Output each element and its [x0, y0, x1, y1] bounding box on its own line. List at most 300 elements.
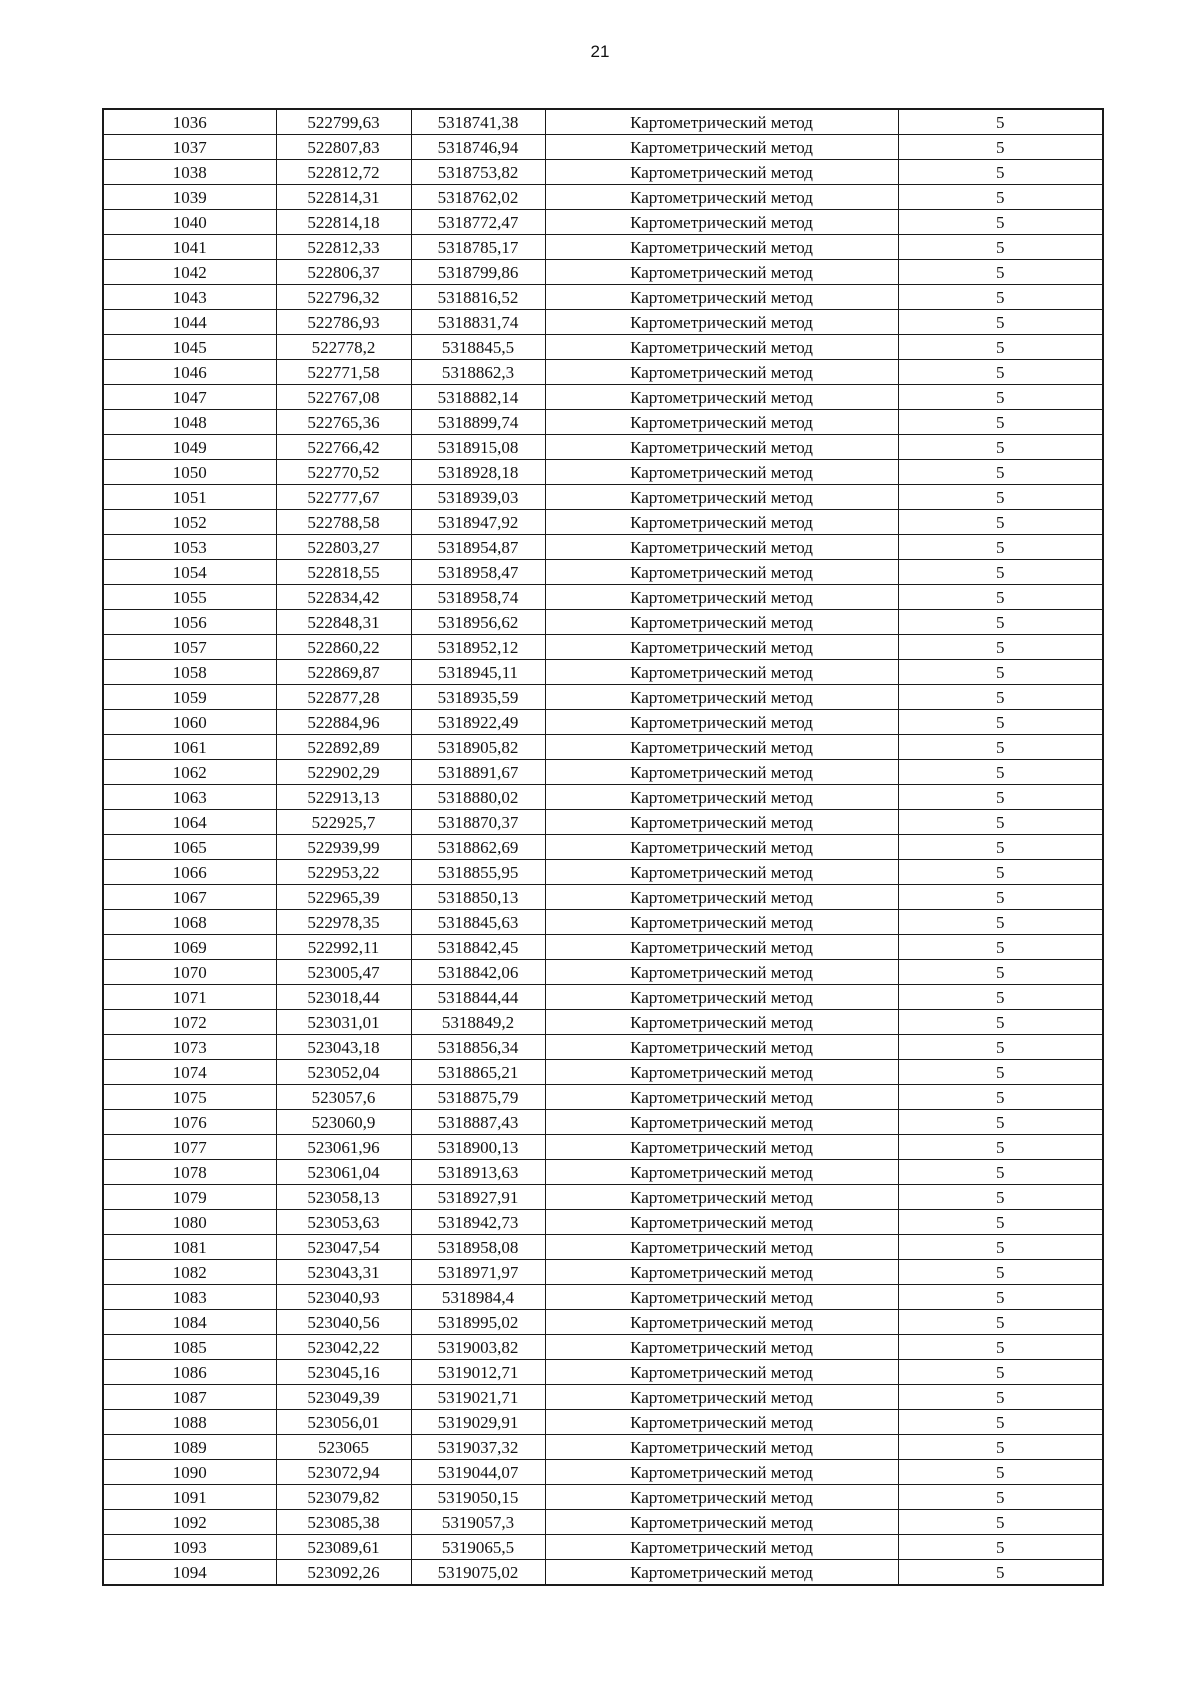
method-cell: Картометрический метод: [545, 860, 898, 885]
method-cell: Картометрический метод: [545, 1360, 898, 1385]
x-coordinate-cell: 522799,63: [276, 109, 411, 135]
method-cell: Картометрический метод: [545, 460, 898, 485]
method-cell: Картометрический метод: [545, 1335, 898, 1360]
x-coordinate-cell: 522913,13: [276, 785, 411, 810]
accuracy-cell: 5: [898, 1385, 1103, 1410]
point-number-cell: 1062: [103, 760, 276, 785]
coordinates-table: [102, 108, 1104, 1586]
y-coordinate-cell: 5318958,47: [411, 560, 545, 585]
table-row: [103, 1335, 1103, 1360]
point-number-cell: 1076: [103, 1110, 276, 1135]
method-cell: Картометрический метод: [545, 935, 898, 960]
point-number-cell: 1058: [103, 660, 276, 685]
y-coordinate-cell: 5318927,91: [411, 1185, 545, 1210]
point-number-cell: 1040: [103, 210, 276, 235]
method-cell: Картометрический метод: [545, 1085, 898, 1110]
y-coordinate-cell: 5318849,2: [411, 1010, 545, 1035]
x-coordinate-cell: 522884,96: [276, 710, 411, 735]
point-number-cell: 1065: [103, 835, 276, 860]
y-coordinate-cell: 5318915,08: [411, 435, 545, 460]
method-cell: Картометрический метод: [545, 1010, 898, 1035]
method-cell: Картометрический метод: [545, 1260, 898, 1285]
point-number-cell: 1064: [103, 810, 276, 835]
table-row: [103, 910, 1103, 935]
point-number-cell: 1039: [103, 185, 276, 210]
method-cell: Картометрический метод: [545, 210, 898, 235]
table-row: [103, 585, 1103, 610]
accuracy-cell: 5: [898, 135, 1103, 160]
point-number-cell: 1061: [103, 735, 276, 760]
point-number-cell: 1036: [103, 109, 276, 135]
method-cell: Картометрический метод: [545, 785, 898, 810]
y-coordinate-cell: 5318856,34: [411, 1035, 545, 1060]
x-coordinate-cell: 522834,42: [276, 585, 411, 610]
method-cell: Картометрический метод: [545, 760, 898, 785]
accuracy-cell: 5: [898, 1235, 1103, 1260]
point-number-cell: 1059: [103, 685, 276, 710]
x-coordinate-cell: 522777,67: [276, 485, 411, 510]
point-number-cell: 1072: [103, 1010, 276, 1035]
accuracy-cell: 5: [898, 335, 1103, 360]
point-number-cell: 1089: [103, 1435, 276, 1460]
point-number-cell: 1054: [103, 560, 276, 585]
method-cell: Картометрический метод: [545, 435, 898, 460]
x-coordinate-cell: 522803,27: [276, 535, 411, 560]
point-number-cell: 1069: [103, 935, 276, 960]
method-cell: Картометрический метод: [545, 1560, 898, 1586]
y-coordinate-cell: 5318845,63: [411, 910, 545, 935]
point-number-cell: 1051: [103, 485, 276, 510]
x-coordinate-cell: 522806,37: [276, 260, 411, 285]
point-number-cell: 1070: [103, 960, 276, 985]
method-cell: Картометрический метод: [545, 1035, 898, 1060]
x-coordinate-cell: 522814,31: [276, 185, 411, 210]
x-coordinate-cell: 523018,44: [276, 985, 411, 1010]
x-coordinate-cell: 522818,55: [276, 560, 411, 585]
x-coordinate-cell: 523056,01: [276, 1410, 411, 1435]
accuracy-cell: 5: [898, 710, 1103, 735]
table-row: [103, 360, 1103, 385]
x-coordinate-cell: 523040,93: [276, 1285, 411, 1310]
method-cell: Картометрический метод: [545, 335, 898, 360]
method-cell: Картометрический метод: [545, 485, 898, 510]
method-cell: Картометрический метод: [545, 260, 898, 285]
x-coordinate-cell: 522939,99: [276, 835, 411, 860]
method-cell: Картометрический метод: [545, 1210, 898, 1235]
table-row: [103, 560, 1103, 585]
point-number-cell: 1082: [103, 1260, 276, 1285]
method-cell: Картометрический метод: [545, 109, 898, 135]
x-coordinate-cell: 522796,32: [276, 285, 411, 310]
table-row: [103, 109, 1103, 135]
method-cell: Картометрический метод: [545, 1135, 898, 1160]
accuracy-cell: 5: [898, 1410, 1103, 1435]
accuracy-cell: 5: [898, 109, 1103, 135]
accuracy-cell: 5: [898, 1085, 1103, 1110]
table-row: [103, 610, 1103, 635]
table-row: [103, 1385, 1103, 1410]
accuracy-cell: 5: [898, 1335, 1103, 1360]
x-coordinate-cell: 522892,89: [276, 735, 411, 760]
x-coordinate-cell: 522925,7: [276, 810, 411, 835]
table-row: [103, 510, 1103, 535]
accuracy-cell: 5: [898, 160, 1103, 185]
method-cell: Картометрический метод: [545, 1160, 898, 1185]
table-row: [103, 1410, 1103, 1435]
x-coordinate-cell: 523065: [276, 1435, 411, 1460]
accuracy-cell: 5: [898, 1210, 1103, 1235]
x-coordinate-cell: 522869,87: [276, 660, 411, 685]
accuracy-cell: 5: [898, 385, 1103, 410]
method-cell: Картометрический метод: [545, 1460, 898, 1485]
point-number-cell: 1078: [103, 1160, 276, 1185]
method-cell: Картометрический метод: [545, 1485, 898, 1510]
y-coordinate-cell: 5318984,4: [411, 1285, 545, 1310]
x-coordinate-cell: 522877,28: [276, 685, 411, 710]
table-row: [103, 210, 1103, 235]
table-row: [103, 1285, 1103, 1310]
accuracy-cell: 5: [898, 760, 1103, 785]
x-coordinate-cell: 523049,39: [276, 1385, 411, 1410]
point-number-cell: 1043: [103, 285, 276, 310]
table-row: [103, 835, 1103, 860]
point-number-cell: 1088: [103, 1410, 276, 1435]
table-row: [103, 385, 1103, 410]
y-coordinate-cell: 5318947,92: [411, 510, 545, 535]
table-row: [103, 1110, 1103, 1135]
point-number-cell: 1049: [103, 435, 276, 460]
y-coordinate-cell: 5319003,82: [411, 1335, 545, 1360]
method-cell: Картометрический метод: [545, 810, 898, 835]
accuracy-cell: 5: [898, 610, 1103, 635]
table-row: [103, 535, 1103, 560]
table-row: [103, 160, 1103, 185]
table-row: [103, 1210, 1103, 1235]
table-row: [103, 1260, 1103, 1285]
point-number-cell: 1083: [103, 1285, 276, 1310]
y-coordinate-cell: 5318753,82: [411, 160, 545, 185]
y-coordinate-cell: 5318842,45: [411, 935, 545, 960]
table-row: [103, 335, 1103, 360]
table-row: [103, 485, 1103, 510]
accuracy-cell: 5: [898, 1460, 1103, 1485]
point-number-cell: 1038: [103, 160, 276, 185]
x-coordinate-cell: 523042,22: [276, 1335, 411, 1360]
point-number-cell: 1056: [103, 610, 276, 635]
method-cell: Картометрический метод: [545, 1435, 898, 1460]
method-cell: Картометрический метод: [545, 1410, 898, 1435]
y-coordinate-cell: 5318952,12: [411, 635, 545, 660]
point-number-cell: 1044: [103, 310, 276, 335]
point-number-cell: 1084: [103, 1310, 276, 1335]
point-number-cell: 1087: [103, 1385, 276, 1410]
y-coordinate-cell: 5318772,47: [411, 210, 545, 235]
method-cell: Картометрический метод: [545, 510, 898, 535]
table-row: [103, 310, 1103, 335]
method-cell: Картометрический метод: [545, 710, 898, 735]
method-cell: Картометрический метод: [545, 385, 898, 410]
y-coordinate-cell: 5318935,59: [411, 685, 545, 710]
method-cell: Картометрический метод: [545, 1535, 898, 1560]
x-coordinate-cell: 522807,83: [276, 135, 411, 160]
method-cell: Картометрический метод: [545, 185, 898, 210]
method-cell: Картометрический метод: [545, 410, 898, 435]
y-coordinate-cell: 5318942,73: [411, 1210, 545, 1235]
method-cell: Картометрический метод: [545, 1385, 898, 1410]
table-row: [103, 235, 1103, 260]
y-coordinate-cell: 5318887,43: [411, 1110, 545, 1135]
accuracy-cell: 5: [898, 1010, 1103, 1035]
table-row: [103, 1310, 1103, 1335]
y-coordinate-cell: 5318995,02: [411, 1310, 545, 1335]
y-coordinate-cell: 5318880,02: [411, 785, 545, 810]
x-coordinate-cell: 523045,16: [276, 1360, 411, 1385]
method-cell: Картометрический метод: [545, 1285, 898, 1310]
method-cell: Картометрический метод: [545, 1310, 898, 1335]
point-number-cell: 1074: [103, 1060, 276, 1085]
x-coordinate-cell: 523043,18: [276, 1035, 411, 1060]
y-coordinate-cell: 5318816,52: [411, 285, 545, 310]
table-row: [103, 635, 1103, 660]
x-coordinate-cell: 522902,29: [276, 760, 411, 785]
y-coordinate-cell: 5318922,49: [411, 710, 545, 735]
accuracy-cell: 5: [898, 560, 1103, 585]
point-number-cell: 1085: [103, 1335, 276, 1360]
x-coordinate-cell: 522812,72: [276, 160, 411, 185]
accuracy-cell: 5: [898, 885, 1103, 910]
table-row: [103, 435, 1103, 460]
table-row: [103, 1160, 1103, 1185]
point-number-cell: 1047: [103, 385, 276, 410]
accuracy-cell: 5: [898, 635, 1103, 660]
y-coordinate-cell: 5318954,87: [411, 535, 545, 560]
accuracy-cell: 5: [898, 660, 1103, 685]
point-number-cell: 1066: [103, 860, 276, 885]
table-row: [103, 710, 1103, 735]
x-coordinate-cell: 522814,18: [276, 210, 411, 235]
y-coordinate-cell: 5318799,86: [411, 260, 545, 285]
y-coordinate-cell: 5318845,5: [411, 335, 545, 360]
table-row: [103, 785, 1103, 810]
method-cell: Картометрический метод: [545, 960, 898, 985]
method-cell: Картометрический метод: [545, 235, 898, 260]
accuracy-cell: 5: [898, 185, 1103, 210]
accuracy-cell: 5: [898, 960, 1103, 985]
x-coordinate-cell: 523043,31: [276, 1260, 411, 1285]
point-number-cell: 1093: [103, 1535, 276, 1560]
y-coordinate-cell: 5318882,14: [411, 385, 545, 410]
y-coordinate-cell: 5318928,18: [411, 460, 545, 485]
y-coordinate-cell: 5318899,74: [411, 410, 545, 435]
method-cell: Картометрический метод: [545, 985, 898, 1010]
table-row: [103, 885, 1103, 910]
y-coordinate-cell: 5318971,97: [411, 1260, 545, 1285]
table-row: [103, 810, 1103, 835]
table-row: [103, 460, 1103, 485]
y-coordinate-cell: 5318862,3: [411, 360, 545, 385]
method-cell: Картометрический метод: [545, 910, 898, 935]
y-coordinate-cell: 5318875,79: [411, 1085, 545, 1110]
x-coordinate-cell: 522786,93: [276, 310, 411, 335]
point-number-cell: 1079: [103, 1185, 276, 1210]
x-coordinate-cell: 522848,31: [276, 610, 411, 635]
x-coordinate-cell: 523085,38: [276, 1510, 411, 1535]
x-coordinate-cell: 523072,94: [276, 1460, 411, 1485]
y-coordinate-cell: 5319021,71: [411, 1385, 545, 1410]
table-row: [103, 1085, 1103, 1110]
x-coordinate-cell: 523005,47: [276, 960, 411, 985]
method-cell: Картометрический метод: [545, 1235, 898, 1260]
y-coordinate-cell: 5318842,06: [411, 960, 545, 985]
y-coordinate-cell: 5318958,74: [411, 585, 545, 610]
x-coordinate-cell: 523053,63: [276, 1210, 411, 1235]
point-number-cell: 1060: [103, 710, 276, 735]
point-number-cell: 1075: [103, 1085, 276, 1110]
point-number-cell: 1037: [103, 135, 276, 160]
point-number-cell: 1046: [103, 360, 276, 385]
table-row: [103, 185, 1103, 210]
y-coordinate-cell: 5318865,21: [411, 1060, 545, 1085]
table-row: [103, 685, 1103, 710]
table-row: [103, 1185, 1103, 1210]
point-number-cell: 1042: [103, 260, 276, 285]
y-coordinate-cell: 5319037,32: [411, 1435, 545, 1460]
point-number-cell: 1057: [103, 635, 276, 660]
accuracy-cell: 5: [898, 310, 1103, 335]
x-coordinate-cell: 523092,26: [276, 1560, 411, 1586]
table-row: [103, 1510, 1103, 1535]
method-cell: Картометрический метод: [545, 1185, 898, 1210]
accuracy-cell: 5: [898, 910, 1103, 935]
y-coordinate-cell: 5318741,38: [411, 109, 545, 135]
table-row: [103, 1460, 1103, 1485]
x-coordinate-cell: 522965,39: [276, 885, 411, 910]
y-coordinate-cell: 5318891,67: [411, 760, 545, 785]
accuracy-cell: 5: [898, 1510, 1103, 1535]
method-cell: Картометрический метод: [545, 160, 898, 185]
point-number-cell: 1086: [103, 1360, 276, 1385]
method-cell: Картометрический метод: [545, 735, 898, 760]
point-number-cell: 1063: [103, 785, 276, 810]
accuracy-cell: 5: [898, 210, 1103, 235]
point-number-cell: 1053: [103, 535, 276, 560]
table-row: [103, 860, 1103, 885]
y-coordinate-cell: 5319044,07: [411, 1460, 545, 1485]
table-row: [103, 1535, 1103, 1560]
point-number-cell: 1050: [103, 460, 276, 485]
y-coordinate-cell: 5319029,91: [411, 1410, 545, 1435]
y-coordinate-cell: 5319012,71: [411, 1360, 545, 1385]
method-cell: Картометрический метод: [545, 1510, 898, 1535]
accuracy-cell: 5: [898, 1535, 1103, 1560]
y-coordinate-cell: 5319065,5: [411, 1535, 545, 1560]
x-coordinate-cell: 522978,35: [276, 910, 411, 935]
table-row: [103, 960, 1103, 985]
point-number-cell: 1080: [103, 1210, 276, 1235]
page-number: 21: [590, 42, 610, 61]
method-cell: Картометрический метод: [545, 635, 898, 660]
y-coordinate-cell: 5318762,02: [411, 185, 545, 210]
y-coordinate-cell: 5318913,63: [411, 1160, 545, 1185]
table-row: [103, 1560, 1103, 1586]
y-coordinate-cell: 5318831,74: [411, 310, 545, 335]
accuracy-cell: 5: [898, 235, 1103, 260]
x-coordinate-cell: 523060,9: [276, 1110, 411, 1135]
table-row: [103, 935, 1103, 960]
x-coordinate-cell: 522812,33: [276, 235, 411, 260]
table-row: [103, 1060, 1103, 1085]
accuracy-cell: 5: [898, 935, 1103, 960]
point-number-cell: 1055: [103, 585, 276, 610]
accuracy-cell: 5: [898, 435, 1103, 460]
accuracy-cell: 5: [898, 1260, 1103, 1285]
table-row: [103, 135, 1103, 160]
y-coordinate-cell: 5319075,02: [411, 1560, 545, 1586]
point-number-cell: 1048: [103, 410, 276, 435]
x-coordinate-cell: 522860,22: [276, 635, 411, 660]
accuracy-cell: 5: [898, 485, 1103, 510]
method-cell: Картометрический метод: [545, 360, 898, 385]
x-coordinate-cell: 522770,52: [276, 460, 411, 485]
accuracy-cell: 5: [898, 260, 1103, 285]
table-row: [103, 1235, 1103, 1260]
accuracy-cell: 5: [898, 1310, 1103, 1335]
y-coordinate-cell: 5318939,03: [411, 485, 545, 510]
y-coordinate-cell: 5318958,08: [411, 1235, 545, 1260]
x-coordinate-cell: 522953,22: [276, 860, 411, 885]
point-number-cell: 1091: [103, 1485, 276, 1510]
point-number-cell: 1077: [103, 1135, 276, 1160]
accuracy-cell: 5: [898, 1035, 1103, 1060]
x-coordinate-cell: 522778,2: [276, 335, 411, 360]
coordinates-table-body: [103, 109, 1103, 1585]
accuracy-cell: 5: [898, 1435, 1103, 1460]
table-row: [103, 985, 1103, 1010]
accuracy-cell: 5: [898, 510, 1103, 535]
accuracy-cell: 5: [898, 1110, 1103, 1135]
x-coordinate-cell: 522788,58: [276, 510, 411, 535]
accuracy-cell: 5: [898, 535, 1103, 560]
accuracy-cell: 5: [898, 1135, 1103, 1160]
accuracy-cell: 5: [898, 285, 1103, 310]
accuracy-cell: 5: [898, 1185, 1103, 1210]
table-row: [103, 735, 1103, 760]
point-number-cell: 1052: [103, 510, 276, 535]
table-row: [103, 410, 1103, 435]
x-coordinate-cell: 522767,08: [276, 385, 411, 410]
accuracy-cell: 5: [898, 1285, 1103, 1310]
method-cell: Картометрический метод: [545, 835, 898, 860]
table-row: [103, 1485, 1103, 1510]
y-coordinate-cell: 5318746,94: [411, 135, 545, 160]
table-row: [103, 285, 1103, 310]
x-coordinate-cell: 523061,04: [276, 1160, 411, 1185]
table-row: [103, 1435, 1103, 1460]
table-row: [103, 1135, 1103, 1160]
table-row: [103, 1360, 1103, 1385]
accuracy-cell: 5: [898, 860, 1103, 885]
table-row: [103, 1010, 1103, 1035]
accuracy-cell: 5: [898, 460, 1103, 485]
y-coordinate-cell: 5318956,62: [411, 610, 545, 635]
x-coordinate-cell: 522766,42: [276, 435, 411, 460]
y-coordinate-cell: 5318862,69: [411, 835, 545, 860]
x-coordinate-cell: 523040,56: [276, 1310, 411, 1335]
accuracy-cell: 5: [898, 1485, 1103, 1510]
point-number-cell: 1090: [103, 1460, 276, 1485]
y-coordinate-cell: 5318844,44: [411, 985, 545, 1010]
point-number-cell: 1045: [103, 335, 276, 360]
